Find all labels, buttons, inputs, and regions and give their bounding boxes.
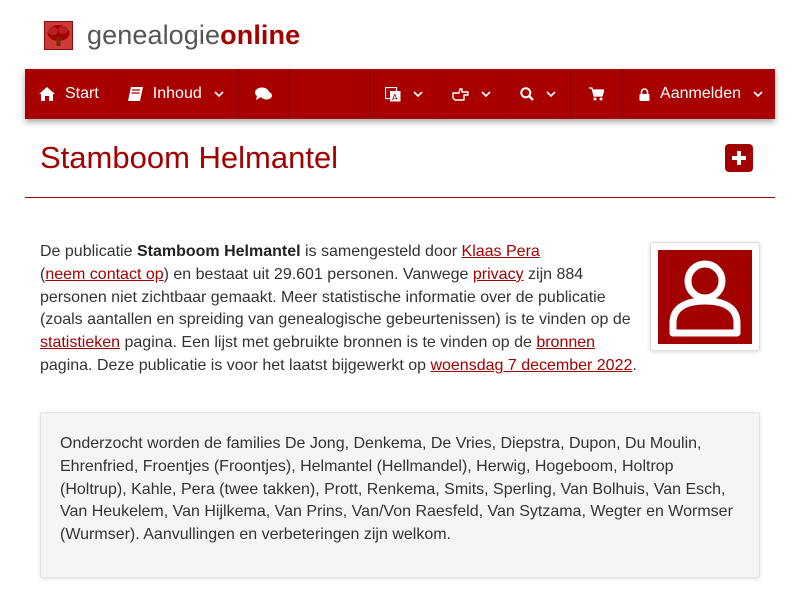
intro-text: is samengesteld door: [300, 243, 462, 260]
svg-text:A: A: [392, 92, 398, 102]
lock-icon: [639, 88, 650, 101]
intro-text: pagina. Deze publicatie is voor het laatst bijgewerkt op: [40, 356, 431, 374]
nav-login-label: Aanmelden: [660, 85, 741, 102]
language-icon: [385, 87, 401, 102]
logo-text-strong: online: [220, 19, 301, 50]
chevron-down-icon: [753, 91, 763, 97]
hand-point-icon: [452, 88, 469, 101]
contact-link[interactable]: neem contact op: [45, 265, 164, 283]
statistics-link[interactable]: statistieken: [40, 334, 121, 352]
book-icon: [128, 87, 143, 101]
publication-intro: [40, 241, 640, 378]
last-updated-link[interactable]: woensdag 7 december 2022: [430, 356, 633, 374]
nav-language[interactable]: [371, 69, 438, 119]
add-button[interactable]: [725, 144, 753, 172]
sources-link[interactable]: bronnen: [536, 334, 596, 352]
nav-start[interactable]: [25, 69, 114, 119]
intro-text: ) en bestaat uit 29.601 personen. Vanwege: [163, 265, 473, 283]
user-icon: [663, 255, 747, 339]
home-icon: [39, 87, 55, 101]
search-icon: [520, 87, 534, 101]
title-divider: [25, 197, 775, 198]
publication-name: Stamboom Helmantel: [136, 243, 301, 260]
nav-login[interactable]: [623, 69, 775, 119]
logo-text-light: genealogie: [87, 19, 221, 50]
nav-cart[interactable]: [571, 69, 623, 119]
logo-text: [87, 20, 300, 51]
intro-text: (: [40, 265, 46, 283]
intro-text: .: [632, 356, 637, 374]
tree-icon: [44, 21, 73, 50]
main-navbar: [25, 69, 775, 119]
chevron-down-icon: [546, 91, 556, 97]
author-link[interactable]: Klaas Pera: [461, 243, 540, 260]
nav-start-label: Start: [65, 85, 99, 102]
chevron-down-icon: [481, 91, 491, 97]
nav-inhoud[interactable]: [114, 69, 239, 119]
avatar: [658, 250, 752, 344]
nav-search[interactable]: [506, 69, 571, 119]
page-title: Stamboom Helmantel: [40, 140, 339, 175]
intro-text: zijn 884 personen niet zichtbaar gemaakt. Meer statistische informatie over de publicatie (zoals aantallen en spreiding van genealogische gebeurtenissen) is te vinden op de: [40, 265, 631, 329]
chevron-down-icon: [413, 91, 423, 97]
plus-icon: [730, 149, 748, 167]
site-logo[interactable]: [44, 20, 300, 50]
privacy-link[interactable]: privacy: [472, 265, 524, 283]
intro-text: pagina. Een lijst met gebruikte bronnen is te vinden op de: [120, 334, 537, 352]
nav-spacer: [289, 69, 371, 119]
publication-description: Onderzocht worden de families De Jong, Denkema, De Vries, Diepstra, Dupon, Du Moulin, Ehrenfried, Froentjes (Froontjes), Helmantel (Hellmandel), Herwig, Hogeboom, Holtrop (Holtrup), Kahle, Pera (twee takken), Prott, Renkema, Smits, Sperling, Van Bolhuis, Van Esch, Van Heukelem, Van Hijlkema, Van Prins, Van/Von Raesfeld, Van Sytzama, Wegter en Wormser (Wurmser). Aanvullingen en verbeteringen zijn welkom.: [40, 412, 760, 578]
author-avatar[interactable]: [650, 242, 760, 351]
chevron-down-icon: [214, 91, 224, 97]
nav-inhoud-label: Inhoud: [152, 85, 202, 102]
intro-text: De publicatie: [40, 243, 137, 260]
cart-icon: [589, 87, 604, 101]
chat-icon: [255, 87, 272, 101]
nav-pointer[interactable]: [438, 69, 506, 119]
nav-chat[interactable]: [239, 69, 289, 119]
